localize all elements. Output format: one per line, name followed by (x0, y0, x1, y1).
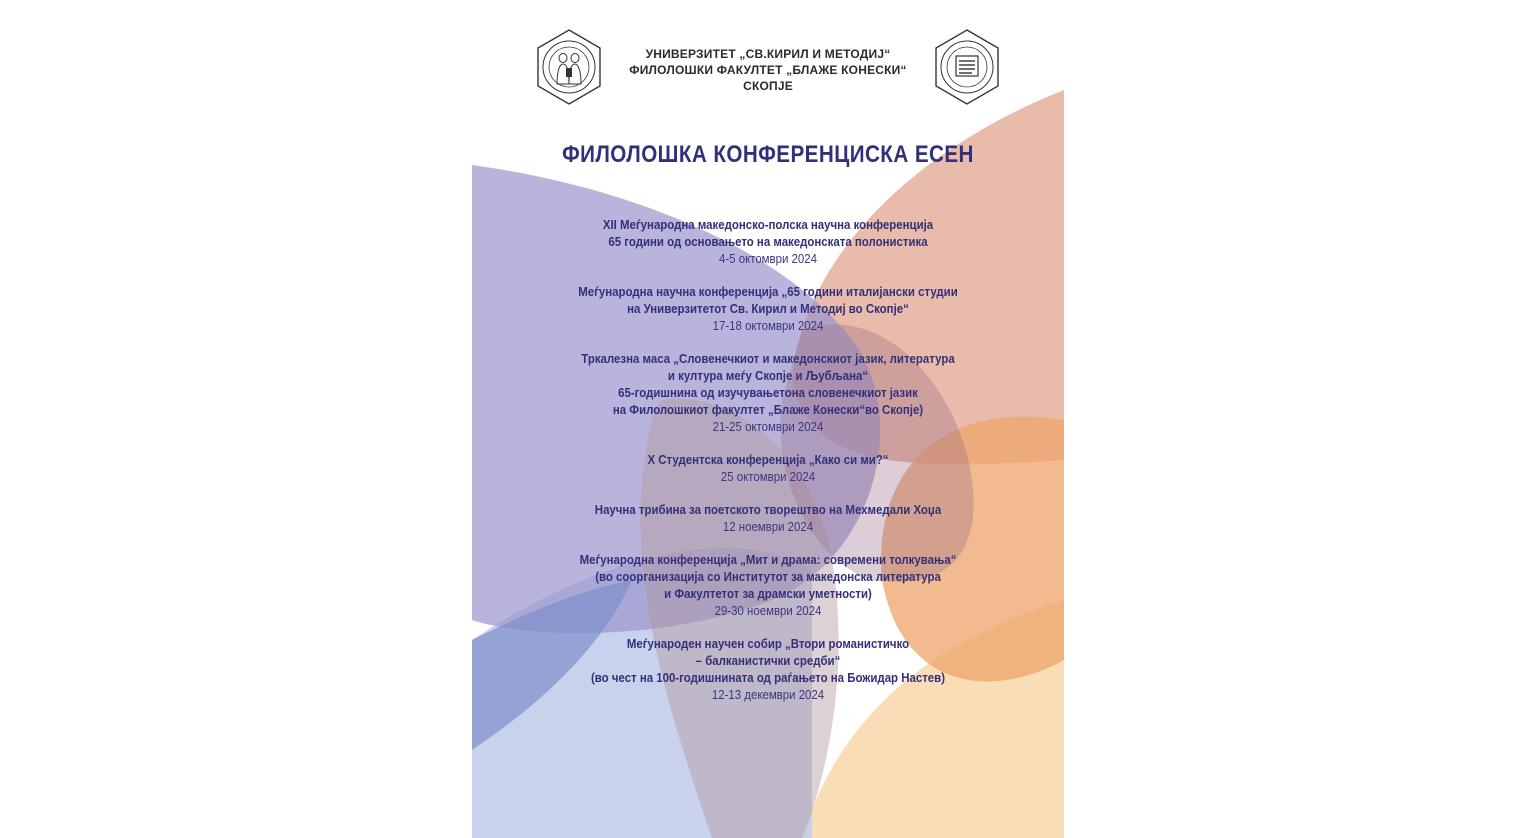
event-item (472, 451, 1064, 485)
header-city: СКОПЈЕ (743, 79, 793, 93)
events-list (472, 216, 1064, 719)
event-date: 12 ноември 2024 (722, 519, 814, 534)
event-line: – балканистички средби“ (695, 653, 841, 668)
header-faculty: ФИЛОЛОШКИ ФАКУЛТЕТ „БЛАЖЕ КОНЕСКИ“ (629, 63, 907, 77)
conference-poster (472, 0, 1064, 838)
event-line: X Студентска конференција „Како си ми?“ (647, 452, 889, 467)
event-line: Меѓународен научен собир „Втори романистичко (626, 636, 910, 651)
event-date: 21-25 октомври 2024 (712, 419, 824, 434)
event-date: 25 октомври 2024 (720, 469, 816, 484)
event-date: 17-18 октомври 2024 (712, 318, 824, 333)
event-date: 4-5 октомври 2024 (718, 251, 818, 266)
event-line: и култура меѓу Скопје и Љубљана“ (667, 368, 869, 383)
event-line: 65 години од основањето на македонската полонистика (608, 234, 928, 249)
event-line: Меѓународна конференција „Мит и драма: современи толкувања“ (579, 552, 957, 567)
event-line: 65-годишнина од изучувањетона словенечкиот јазик (618, 385, 918, 400)
event-line: Меѓународна научна конференција „65 години италијански студии (578, 284, 958, 299)
event-line: Тркалезна маса „Словенечкиот и македонскиот јазик, литература (581, 351, 955, 366)
event-line: Научна трибина за поетското творештво на Мехмедали Хоџа (594, 502, 942, 517)
event-date: 12-13 декември 2024 (711, 687, 825, 702)
event-line: (во соорганизација со Институтот за македонска литература (595, 569, 941, 584)
event-line: на Универзитетот Св. Кирил и Методиј во Скопје“ (627, 301, 909, 316)
event-line: на Филолошкиот факултет „Блаже Конески“во Скопје) (612, 402, 924, 417)
institution-header (472, 46, 1064, 94)
poster-title: ФИЛОЛОШКА КОНФЕРЕНЦИСКА ЕСЕН (562, 141, 974, 168)
event-item (472, 635, 1064, 703)
event-item (472, 350, 1064, 435)
event-item (472, 283, 1064, 334)
header-university: УНИВЕРЗИТЕТ „СВ.КИРИЛ И МЕТОДИЈ“ (645, 47, 891, 61)
event-line: и Факултетот за драмски уметности) (664, 586, 872, 601)
event-date: 29-30 ноември 2024 (714, 603, 822, 618)
event-item (472, 501, 1064, 535)
event-line: (во чест на 100-годишнината од раѓањето на Божидар Настев) (590, 670, 946, 685)
event-line: XII Меѓународна македонско-полска научна конференција (602, 217, 934, 232)
event-item (472, 551, 1064, 619)
event-item (472, 216, 1064, 267)
